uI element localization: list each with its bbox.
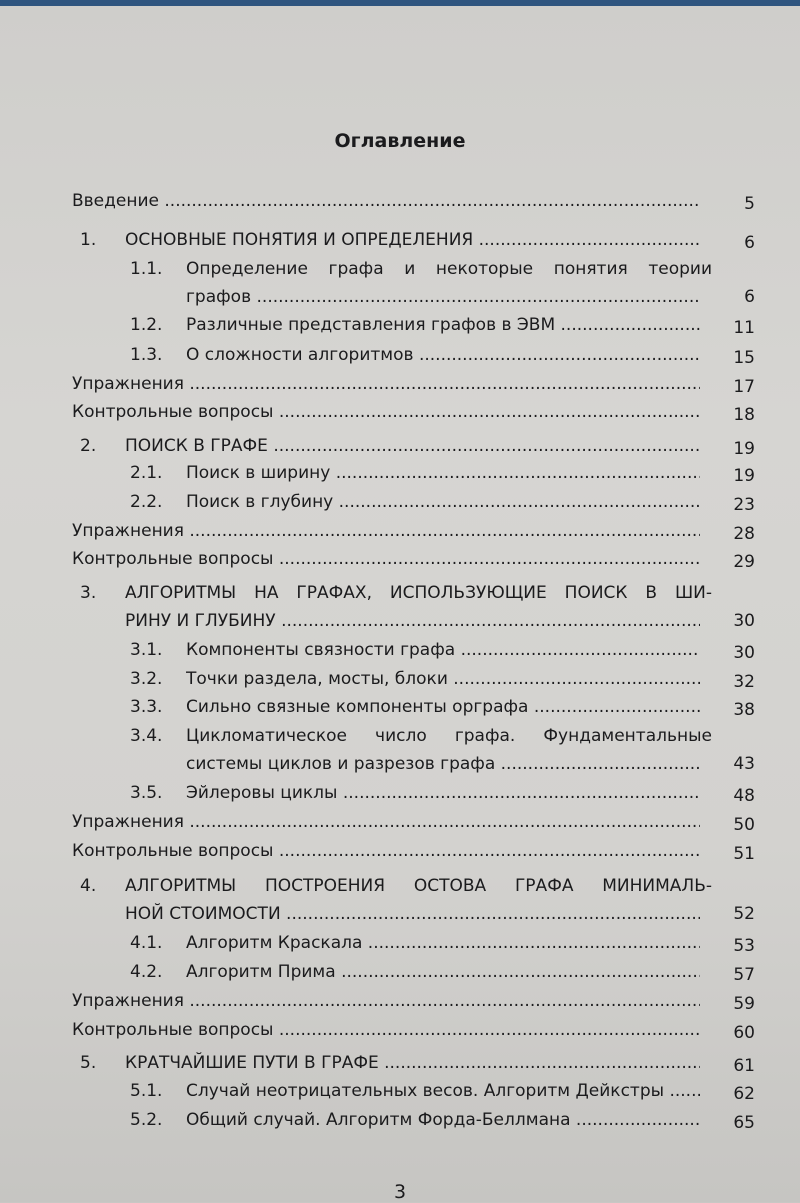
toc-entry-number: 3.1. (130, 640, 163, 660)
toc-entry-title: Эйлеровы циклы ..... (186, 783, 700, 803)
toc-entry-number: 3. (80, 583, 97, 603)
toc-entry-page: 19 (733, 439, 755, 459)
toc-entry-page: 32 (733, 672, 755, 692)
book-page (0, 6, 800, 1202)
toc-entry-page: 60 (733, 1023, 755, 1043)
toc-entry-number: 2. (80, 436, 97, 456)
toc-entry-title: Контрольные вопросы ..... (72, 1020, 700, 1040)
toc-entry-title: Контрольные вопросы ..... (72, 841, 700, 861)
page-number: 3 (393, 1181, 407, 1203)
toc-entry-title: Общий случай. Алгоритм Форда-Беллмана ..... (186, 1110, 700, 1130)
toc-entry-page: 23 (733, 495, 755, 515)
toc-entry-number: 3.4. (130, 726, 163, 746)
toc-entry-number: 1.2. (130, 315, 163, 335)
toc-entry-number: 2.2. (130, 492, 163, 512)
toc-entry-title-continued: РИНУ И ГЛУБИНУ ..... (125, 611, 700, 631)
page-title: Оглавление (334, 130, 466, 152)
toc-entry-page: 61 (733, 1056, 755, 1076)
toc-entry-page: 65 (733, 1113, 755, 1133)
toc-entry-title: Контрольные вопросы ..... (72, 549, 700, 569)
toc-entry-page: 19 (733, 466, 755, 486)
toc-entry-title: Случай неотрицательных весов. Алгоритм Дейкстры ..... (186, 1081, 700, 1101)
toc-entry-title: Различные представления графов в ЭВМ ..... (186, 315, 700, 335)
toc-entry-number: 3.5. (130, 783, 163, 803)
toc-entry-page: 5 (744, 194, 755, 214)
toc-entry-title: Поиск в ширину ..... (186, 463, 700, 483)
toc-entry-page: 52 (733, 904, 755, 924)
toc-entry-page: 50 (733, 815, 755, 835)
toc-entry-title: Упражнения ..... (72, 812, 700, 832)
toc-entry-title: Определение графа и некоторые понятия теории (186, 259, 712, 279)
toc-entry-page: 17 (733, 377, 755, 397)
toc-entry-title: ПОИСК В ГРАФЕ ..... (125, 436, 700, 456)
toc-entry-title: АЛГОРИТМЫ ПОСТРОЕНИЯ ОСТОВА ГРАФА МИНИМАЛЬ- (125, 876, 712, 896)
toc-entry-number: 2.1. (130, 463, 163, 483)
toc-entry-title: Сильно связные компоненты орграфа ..... (186, 697, 700, 717)
toc-entry-title: ОСНОВНЫЕ ПОНЯТИЯ И ОПРЕДЕЛЕНИЯ ..... (125, 230, 700, 250)
toc-entry-title: Упражнения ..... (72, 374, 700, 394)
toc-entry-title: АЛГОРИТМЫ НА ГРАФАХ, ИСПОЛЬЗУЮЩИЕ ПОИСК В ШИ- (125, 583, 712, 603)
toc-entry-number: 4.1. (130, 933, 163, 953)
toc-entry-page: 18 (733, 405, 755, 425)
toc-entry-title: Введение ..... (72, 191, 700, 211)
toc-entry-title: Алгоритм Краскала ..... (186, 933, 700, 953)
toc-entry-page: 6 (744, 233, 755, 253)
toc-entry-number: 3.3. (130, 697, 163, 717)
toc-entry-page: 51 (733, 844, 755, 864)
toc-entry-number: 5. (80, 1053, 97, 1073)
toc-entry-page: 11 (733, 318, 755, 338)
toc-entry-title-continued: системы циклов и разрезов графа ..... (186, 754, 700, 774)
toc-entry-number: 4.2. (130, 962, 163, 982)
toc-entry-title-continued: графов ..... (186, 287, 700, 307)
toc-entry-page: 48 (733, 786, 755, 806)
toc-entry-page: 29 (733, 552, 755, 572)
toc-entry-page: 38 (733, 700, 755, 720)
toc-entry-page: 62 (733, 1084, 755, 1104)
toc-entry-page: 57 (733, 965, 755, 985)
toc-entry-number: 1.1. (130, 259, 163, 279)
toc-entry-page: 59 (733, 994, 755, 1014)
toc-entry-number: 1. (80, 230, 97, 250)
toc-entry-page: 43 (733, 754, 755, 774)
toc-entry-number: 4. (80, 876, 97, 896)
toc-entry-title: КРАТЧАЙШИЕ ПУТИ В ГРАФЕ ..... (125, 1053, 700, 1073)
toc-entry-number: 3.2. (130, 669, 163, 689)
toc-entry-title: Контрольные вопросы ..... (72, 402, 700, 422)
toc-entry-title: Точки раздела, мосты, блоки ..... (186, 669, 700, 689)
toc-entry-title-continued: НОЙ СТОИМОСТИ ..... (125, 904, 700, 924)
toc-entry-title: Алгоритм Прима ..... (186, 962, 700, 982)
toc-entry-title: Упражнения ..... (72, 991, 700, 1011)
toc-entry-page: 28 (733, 524, 755, 544)
toc-entry-title: Поиск в глубину ..... (186, 492, 700, 512)
toc-entry-title: Упражнения ..... (72, 521, 700, 541)
toc-entry-page: 30 (733, 643, 755, 663)
toc-entry-page: 15 (733, 348, 755, 368)
toc-entry-title: Компоненты связности графа ..... (186, 640, 700, 660)
toc-entry-number: 5.2. (130, 1110, 163, 1130)
toc-entry-title: Цикломатическое число графа. Фундаментальные (186, 726, 712, 746)
toc-entry-title: О сложности алгоритмов ..... (186, 345, 700, 365)
toc-entry-number: 5.1. (130, 1081, 163, 1101)
toc-entry-page: 30 (733, 611, 755, 631)
toc-entry-page: 53 (733, 936, 755, 956)
toc-entry-number: 1.3. (130, 345, 163, 365)
toc-entry-page: 6 (744, 287, 755, 307)
